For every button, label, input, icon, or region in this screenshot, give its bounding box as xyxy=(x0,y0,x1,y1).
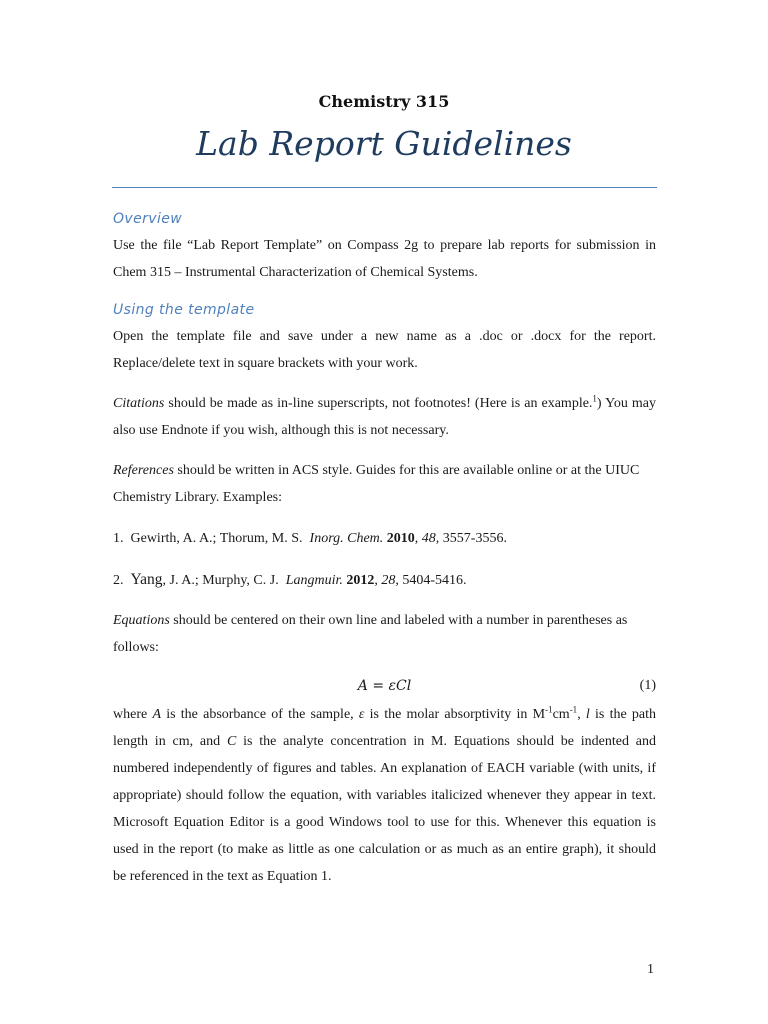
reference-volume: 28 xyxy=(381,573,396,588)
page-number: 1 xyxy=(647,962,654,977)
overview-heading: Overview xyxy=(113,211,183,227)
citations-term: Citations xyxy=(113,396,165,411)
equations-paragraph xyxy=(113,607,656,661)
variable-epsilon: ε xyxy=(358,707,365,722)
template-heading: Using the template xyxy=(113,302,255,318)
citations-paragraph xyxy=(113,390,656,444)
explanation-text: cm xyxy=(552,707,570,722)
variable-c: C xyxy=(226,734,237,749)
document-body xyxy=(113,206,656,890)
reference-year: 2012 xyxy=(346,573,375,588)
reference-year: 2010 xyxy=(386,531,415,546)
explanation-text: is the analyte concentration in M. Equations should be indented and numbered independently of figures and tables. An explanation of EACH variable (with units, if appropriate) should follow the equation, with variables italicized whenever they appear in text. Microsoft Equation Editor is a good Windows tool to use for this. Whenever this equation is used in the report (to make as little as one calculation or as much as an entire graph), it should be referenced in the text as Equation 1. xyxy=(113,734,657,884)
unit-exponent: -1 xyxy=(545,704,553,715)
variable-a: A xyxy=(152,707,161,722)
reference-example-1: 1. Gewirth, A. A.; Thorum, M. S. Inorg. Chem. 2010, 48, 3557-3556. xyxy=(113,531,507,546)
references-paragraph xyxy=(113,457,656,511)
explanation-text: is the absorbance of the sample, xyxy=(161,707,359,722)
equations-text: should be centered on their own line and labeled with a number in parentheses as follows: xyxy=(113,613,628,655)
explanation-text: is the path length in cm, and xyxy=(113,707,657,749)
equations-term: Equations xyxy=(113,613,170,628)
reference-pages: 5404-5416. xyxy=(402,573,467,588)
references-term: References xyxy=(113,463,174,478)
explanation-text: is the molar absorptivity in M xyxy=(364,707,546,722)
reference-journal: Langmuir. xyxy=(285,573,343,588)
overview-paragraph: Use the file “Lab Report Template” on Compass 2g to prepare lab reports for submission in Chem 315 – Instrumental Characterization of Chemical Systems. xyxy=(113,238,656,280)
reference-authors: Gewirth, A. A.; Thorum, M. S. xyxy=(130,531,303,546)
reference-number: 2. xyxy=(113,573,124,588)
unit-exponent: -1 xyxy=(569,704,578,715)
citation-superscript: 1 xyxy=(592,393,597,404)
explanation-text: where xyxy=(113,707,153,722)
citations-text-b: ) You may also use Endnote if you wish, although this is not necessary. xyxy=(113,396,656,438)
reference-journal: Inorg. Chem. xyxy=(309,531,384,546)
page-title: Lab Report Guidelines xyxy=(196,124,572,163)
reference-authors-first: Yang xyxy=(130,571,163,588)
equation-formula: A = εCl xyxy=(357,678,412,694)
explanation-paragraph xyxy=(113,701,656,890)
reference-volume: 48 xyxy=(421,531,436,546)
course-title: Chemistry 315 xyxy=(318,92,450,111)
reference-pages: 3557-3556. xyxy=(442,531,507,546)
explanation-text: , xyxy=(577,707,586,722)
citations-text-a: should be made as in-line superscripts, not footnotes! (Here is an example. xyxy=(164,396,593,411)
variable-l: l xyxy=(585,707,590,722)
reference-number: 1. xyxy=(113,531,124,546)
reference-authors: , J. A.; Murphy, C. J. xyxy=(162,573,279,588)
reference-example-2: 2. Yang, J. A.; Murphy, C. J. Langmuir. 2012, 28, 5404-5416. xyxy=(113,571,467,588)
equation-block xyxy=(113,671,656,701)
references-text: should be written in ACS style. Guides for this are available online or at the UIUC Chemistry Library. Examples: xyxy=(113,463,640,505)
title-divider xyxy=(112,187,657,188)
template-paragraph: Open the template file and save under a new name as a .doc or .docx for the report. Replace/delete text in square brackets with your work. xyxy=(113,329,656,371)
equation-number: (1) xyxy=(639,678,656,693)
